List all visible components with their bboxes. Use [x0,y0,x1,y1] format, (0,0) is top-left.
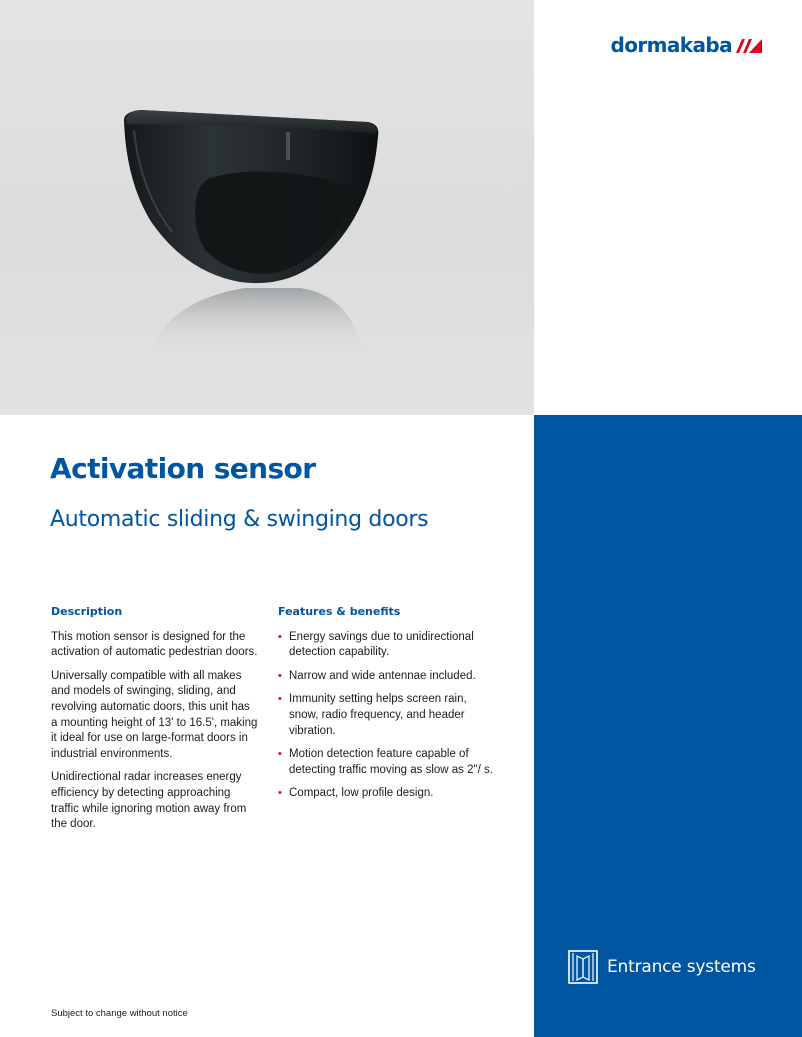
feature-item [278,747,493,778]
description-paragraph: Unidirectional radar increases energy efficiency by detecting approaching traffic while ignoring motion away from the door. [51,771,247,831]
features-section [278,604,493,810]
category-text: Entrance systems [607,957,756,977]
feature-text: Immunity setting helps screen rain, snow, radio frequency, and header vibration. [289,693,467,737]
feature-item [278,630,493,661]
feature-text: Compact, low profile design. [289,787,434,800]
sensor-reflection [150,288,362,352]
brand-mark-icon [736,37,762,53]
category-panel [534,415,802,1037]
footer-note: Subject to change without notice [51,1008,188,1019]
brand-name: dormakaba [610,33,732,57]
logo-area [534,0,802,415]
description-section [51,604,259,841]
category-label [568,950,756,984]
description-heading: Description [51,605,123,618]
sensor-lens [195,172,352,274]
description-paragraph: This motion sensor is designed for the activation of automatic pedestrian doors. [51,630,258,659]
bullet-icon: • [278,787,282,800]
feature-text: Motion detection feature capable of detecting traffic moving as slow as 2"/ s. [289,748,493,776]
page-subtitle: Automatic sliding & swinging doors [50,507,429,532]
features-heading: Features & benefits [278,605,401,618]
feature-item [278,786,493,802]
bullet-icon: • [278,630,282,643]
page-title: Activation sensor [50,452,316,485]
bullet-icon: • [278,669,282,682]
bullet-icon: • [278,748,282,761]
features-list [278,630,493,802]
revolving-door-icon [568,950,598,984]
description-paragraph: Universally compatible with all makes and models of swinging, sliding, and revolving automatic doors, this unit has a mounting height of 13' to 16.5', making it ideal for use on large-format doors in industrial environments. [51,669,258,760]
feature-text: Energy savings due to unidirectional detection capability. [289,630,474,659]
sensor-illustration [0,0,534,415]
sensor-slot [286,132,290,160]
bullet-icon: • [278,693,282,706]
feature-text: Narrow and wide antennae included. [289,669,476,682]
feature-item [278,692,493,739]
feature-item [278,669,493,685]
hero-image [0,0,534,415]
dormakaba-logo [611,33,762,57]
